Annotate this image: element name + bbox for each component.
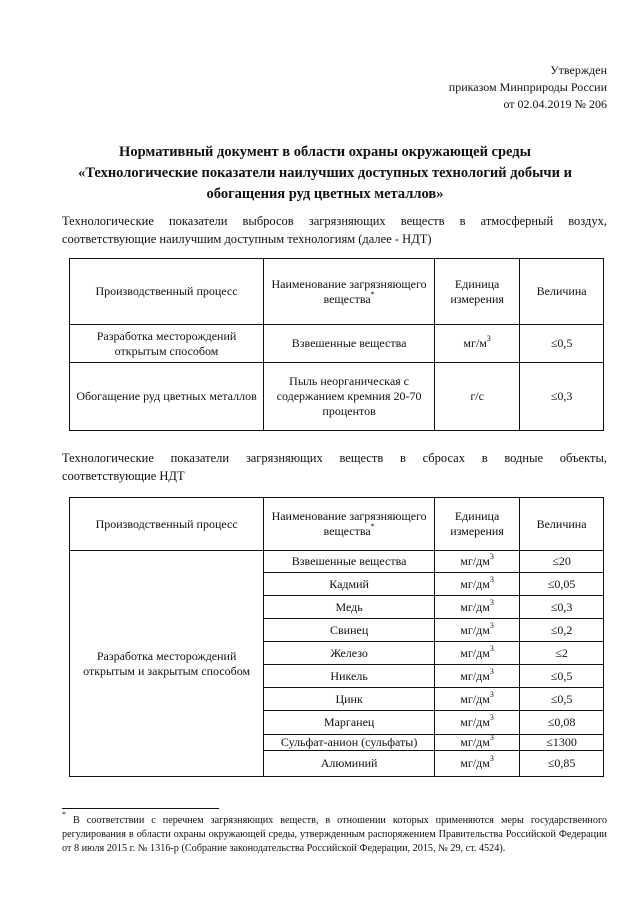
table-row — [70, 325, 604, 363]
cell-process: Разработка месторождений открытым способом — [70, 325, 264, 363]
footnote-mark: * — [370, 289, 375, 299]
approval-line-2: приказом Минприроды России — [448, 80, 607, 94]
cell-unit: $мг/дм^3$ — [434, 688, 519, 711]
header-value: Величина — [520, 259, 604, 325]
header-substance: Наименование загрязняющего вещества* — [264, 498, 435, 551]
cell-substance: Кадмий — [264, 573, 435, 596]
section1-intro-line-1: Технологические показатели выбросов загрязняющих веществ в атмосферный воздух, — [62, 214, 607, 228]
section1-intro — [62, 212, 607, 248]
cell-substance: Взвешенные вещества — [264, 551, 435, 573]
approval-block — [449, 62, 607, 113]
cell-unit: $мг/дм^3$ — [434, 551, 519, 573]
section2-intro-line-2: соответствующие НДТ — [62, 469, 185, 483]
approval-line-3: от 02.04.2019 № 206 — [503, 97, 607, 111]
footnote-mark: * — [62, 810, 66, 819]
cell-value: ≤2 — [520, 642, 604, 665]
document-title — [40, 142, 610, 205]
header-substance: Наименование загрязняющего вещества* — [264, 259, 435, 325]
cell-unit: $мг/дм^3$ — [434, 619, 519, 642]
cell-process: Обогащение руд цветных металлов — [70, 363, 264, 431]
header-process: Производственный процесс — [70, 259, 264, 325]
cell-unit: $мг/дм^3$ — [434, 735, 519, 751]
cell-value: ≤0,85 — [520, 751, 604, 777]
cell-substance: Алюминий — [264, 751, 435, 777]
cell-unit: $мг/м^3$ — [435, 325, 520, 363]
cell-process: Разработка месторождений открытым и закрытым способом — [70, 551, 264, 777]
cell-unit: $мг/дм^3$ — [434, 711, 519, 735]
emissions-table — [69, 258, 604, 431]
cell-value: ≤0,2 — [520, 619, 604, 642]
header-unit: Единица измерения — [434, 498, 519, 551]
cell-value: ≤0,5 — [520, 325, 604, 363]
cell-value: ≤0,05 — [520, 573, 604, 596]
cell-substance: Пыль неорганическая с содержанием кремния 20-70 процентов — [264, 363, 435, 431]
cell-substance: Цинк — [264, 688, 435, 711]
cell-substance: Свинец — [264, 619, 435, 642]
cell-value: ≤20 — [520, 551, 604, 573]
table-row — [70, 363, 604, 431]
table-row — [70, 551, 604, 573]
cell-substance: Железо — [264, 642, 435, 665]
cell-substance: Марганец — [264, 711, 435, 735]
cell-value: ≤0,08 — [520, 711, 604, 735]
footnote-divider — [62, 808, 219, 809]
section2-intro — [62, 449, 607, 485]
cell-value: ≤1300 — [520, 735, 604, 751]
discharges-table — [69, 497, 604, 777]
footnote — [62, 810, 607, 856]
cell-substance: Взвешенные вещества — [264, 325, 435, 363]
cell-value: ≤0,5 — [520, 665, 604, 688]
cell-substance: Никель — [264, 665, 435, 688]
section1-intro-line-2: соответствующие наилучшим доступным технологиям (далее - НДТ) — [62, 232, 432, 246]
cell-unit: $мг/дм^3$ — [434, 573, 519, 596]
footnote-mark: * — [370, 522, 375, 531]
title-line-3: обогащения руд цветных металлов» — [206, 186, 444, 202]
cell-value: ≤0,3 — [520, 596, 604, 619]
table-header-row — [70, 498, 604, 551]
header-value: Величина — [520, 498, 604, 551]
header-unit: Единица измерения — [435, 259, 520, 325]
cell-substance: Медь — [264, 596, 435, 619]
cell-unit: г/с — [435, 363, 520, 431]
table-header-row — [70, 259, 604, 325]
cell-unit: $мг/дм^3$ — [434, 596, 519, 619]
title-line-2: «Технологические показатели наилучших доступных технологий добычи и — [78, 165, 572, 181]
title-line-1: Нормативный документ в области охраны окружающей среды — [119, 144, 531, 160]
cell-value: ≤0,5 — [520, 688, 604, 711]
cell-unit: $мг/дм^3$ — [434, 665, 519, 688]
cell-substance: Сульфат-анион (сульфаты) — [264, 735, 435, 751]
cell-unit: $мг/дм^3$ — [434, 751, 519, 777]
cell-unit: $мг/дм^3$ — [434, 642, 519, 665]
footnote-text: В соответствии с перечнем загрязняющих веществ, в отношении которых применяются меры государственного регулирования в области охраны окружающей среды, утвержденным распоряжением Правительства Российской Федерации от 8 июля 2015 г. № 1316-р (Собрание законодательства Российской Федерации, 2015, № 29, ст. 4524). — [62, 815, 607, 854]
approval-line-1: Утвержден — [550, 63, 607, 77]
section2-intro-line-1: Технологические показатели загрязняющих веществ в сбросах в водные объекты, — [62, 451, 607, 465]
header-process: Производственный процесс — [70, 498, 264, 551]
cell-value: ≤0,3 — [520, 363, 604, 431]
